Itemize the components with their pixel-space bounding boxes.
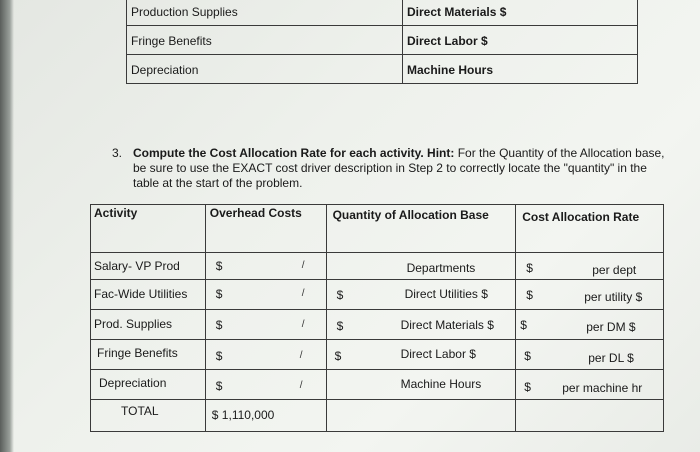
rate-dollar: $ [524,349,531,363]
activity-cell: Fringe Benefits [127,26,403,55]
rate-unit-label: per machine hr [562,381,643,395]
quantity-cell [326,280,516,310]
activity-label: Depreciation [99,376,167,390]
quantity-cell [326,253,516,280]
cost-allocation-table [90,204,664,432]
rate-cell [516,253,664,280]
slash-mark: / [301,319,305,330]
activity-label: Fringe Benefits [97,346,178,360]
rate-cell [516,310,664,340]
table-row [127,26,638,55]
rate-unit-label: per dept [592,263,637,277]
overhead-cell [205,370,326,400]
rate-unit-label: per DM $ [586,320,636,334]
table-row [91,370,664,400]
allocation-base-label: Departments [406,261,476,275]
table-row [91,310,664,340]
quantity-dollar: $ [334,349,342,363]
activity-cell [91,253,206,280]
overhead-cell [205,280,326,310]
overhead-dollar: $ [215,287,223,301]
overhead-dollar: $ [215,379,223,393]
header-activity [91,205,206,253]
question-text [133,146,672,191]
rate-dollar: $ [524,380,531,394]
activity-cell [91,280,206,310]
rate-cell [516,370,664,400]
header-activity-label: Activity [94,206,138,220]
allocation-base-label: Machine Hours [400,377,482,391]
activity-cell: Depreciation [127,55,403,84]
question-bold-text: Compute the Cost Allocation Rate for each activity. Hint: [133,146,455,160]
header-quantity-label: Quantity of Allocation Base [332,208,489,222]
activity-cell [91,310,206,340]
activity-cell [91,340,206,370]
activity-cost-driver-table [126,0,638,84]
allocation-base-label: Direct Materials $ [400,318,494,332]
overhead-dollar: $ [215,318,223,332]
table-row [91,253,664,280]
slash-mark: / [299,350,303,361]
rate-cell [516,280,664,310]
slash-mark: / [301,288,305,299]
overhead-cell [205,310,326,340]
overhead-cell [205,253,326,280]
quantity-cell [326,400,516,432]
cost-driver-cell: Machine Hours [403,55,638,84]
overhead-dollar: $ [215,349,223,363]
activity-cell: Production Supplies [127,0,403,26]
quantity-cell [326,310,516,340]
rate-dollar: $ [526,261,533,275]
rate-dollar: $ [526,288,533,302]
rate-cell [516,400,664,432]
question-rest-text: For the Quantity of the Allocation base, be sure to use the EXACT cost driver description in Step 2 to correctly locate the "quantity" in the table at the start of the problem. [133,146,665,190]
allocation-base-label: Direct Labor $ [400,347,476,361]
quantity-dollar: $ [336,319,344,333]
header-rate-label: Cost Allocation Rate [522,210,640,224]
header-overhead [205,205,326,253]
header-rate [516,205,664,253]
rate-dollar: $ [520,318,527,332]
header-quantity [326,205,516,253]
slash-mark: / [299,380,303,391]
question-3 [112,146,672,191]
table-row [127,0,638,26]
cost-driver-cell: Direct Labor $ [403,26,638,55]
quantity-cell [326,370,516,400]
total-label-cell [91,400,206,432]
allocation-base-label: Direct Utilities $ [404,287,488,301]
rate-unit-label: per DL $ [588,351,634,365]
slash-mark: / [301,260,305,271]
total-value: $ 1,110,000 [211,408,275,422]
desk-edge-shadow [0,0,14,452]
header-row [91,205,664,253]
activity-label: Prod. Supplies [94,317,173,331]
rate-unit-label: per utility $ [584,290,643,304]
activity-cell [91,370,206,400]
quantity-dollar: $ [336,288,344,302]
table-row [91,340,664,370]
total-label: TOTAL [121,404,159,418]
activity-label: Salary- VP Prod [94,259,180,273]
activity-label: Fac-Wide Utilities [94,287,188,301]
overhead-dollar: $ [215,259,223,273]
table-row [127,55,638,84]
quantity-cell [326,340,516,370]
table-row [91,280,664,310]
header-overhead-label: Overhead Costs [209,206,302,220]
cost-driver-cell: Direct Materials $ [403,0,638,26]
total-value-cell [205,400,326,432]
overhead-cell [205,340,326,370]
total-row [91,400,664,432]
rate-cell [516,340,664,370]
question-number: 3. [112,146,123,160]
